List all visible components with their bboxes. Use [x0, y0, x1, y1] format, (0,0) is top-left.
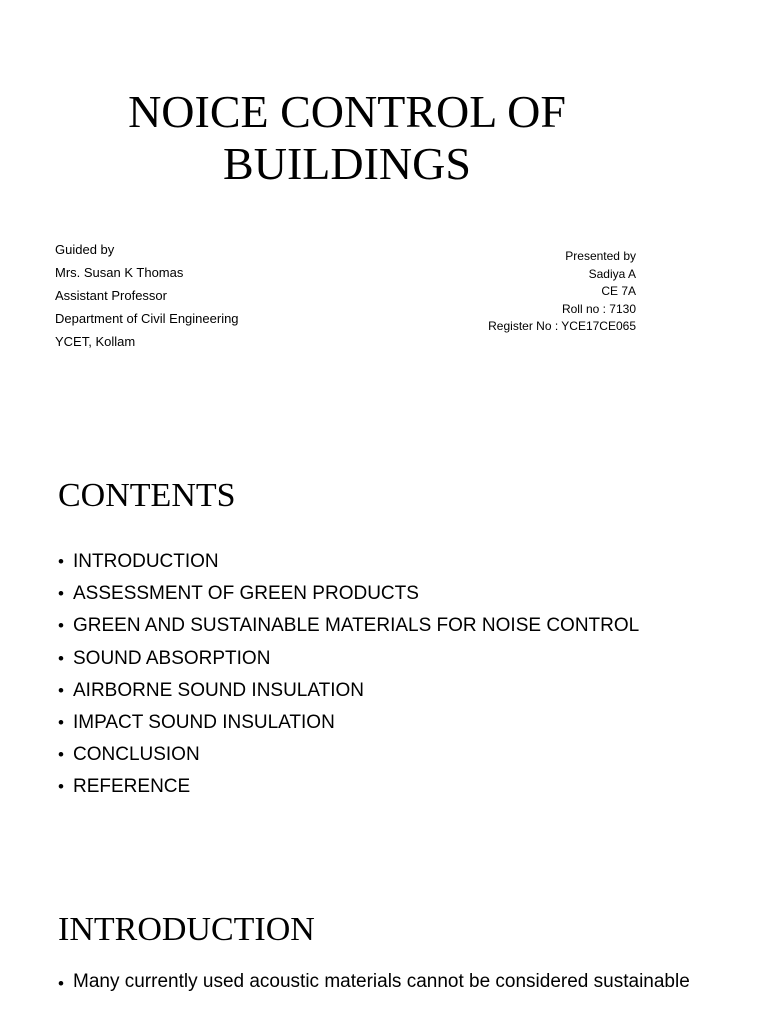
- guide-name: Mrs. Susan K Thomas: [55, 265, 184, 280]
- list-item: [58, 548, 639, 580]
- guide-department: Department of Civil Engineering: [55, 311, 239, 326]
- bullet-icon: •: [58, 777, 64, 797]
- contents-list: [58, 548, 639, 806]
- contents-heading: CONTENTS: [58, 477, 236, 514]
- presenter-class: CE 7A: [601, 284, 636, 298]
- bullet-icon: •: [58, 616, 64, 636]
- list-item: [58, 773, 639, 805]
- bullet-icon: •: [58, 974, 64, 993]
- presenter-roll-no: Roll no : 7130: [561, 301, 636, 316]
- contents-slide: [0, 440, 768, 840]
- presenter-info: [488, 248, 636, 336]
- presenter-label: Presented by: [565, 249, 636, 263]
- list-item: [58, 645, 639, 677]
- list-item-text: CONCLUSION: [73, 744, 200, 766]
- list-item-text: REFERENCE: [73, 776, 191, 798]
- title-line-1: NOICE CONTROL OF: [128, 86, 566, 137]
- list-item-text: AIRBORNE SOUND INSULATION: [73, 679, 365, 701]
- bullet-icon: •: [58, 680, 64, 700]
- guide-info: [55, 238, 239, 353]
- list-item-text: GREEN AND SUSTAINABLE MATERIALS FOR NOISE CONTROL: [73, 615, 640, 637]
- presenter-name: Sadiya A: [588, 266, 636, 281]
- list-item-text: IMPACT SOUND INSULATION: [73, 711, 335, 733]
- bullet-icon: •: [58, 712, 64, 732]
- list-item-text: Many currently used acoustic materials cannot be considered sustainable: [73, 971, 690, 992]
- introduction-slide: [0, 870, 768, 1024]
- presenter-register-no: Register No : YCE17CE065: [488, 319, 636, 333]
- title-line-2: BUILDINGS: [223, 138, 471, 189]
- list-item-text: ASSESSMENT OF GREEN PRODUCTS: [73, 583, 419, 605]
- bullet-icon: •: [58, 648, 64, 668]
- list-item-text: SOUND ABSORPTION: [73, 647, 271, 669]
- list-item: [58, 741, 639, 773]
- guide-college: YCET, Kollam: [55, 334, 136, 349]
- guide-label: Guided by: [55, 242, 115, 257]
- introduction-list: [58, 970, 698, 994]
- bullet-icon: •: [58, 552, 64, 571]
- title-slide: [0, 0, 768, 420]
- bullet-icon: •: [58, 584, 64, 604]
- introduction-heading: INTRODUCTION: [58, 911, 315, 948]
- list-item: [58, 970, 698, 994]
- guide-designation: Assistant Professor: [55, 288, 167, 303]
- list-item: [58, 580, 639, 612]
- bullet-icon: •: [58, 745, 64, 765]
- list-item: [58, 709, 639, 741]
- list-item: [58, 677, 639, 709]
- presentation-title: [0, 86, 694, 190]
- list-item: [58, 612, 639, 644]
- list-item-text: INTRODUCTION: [73, 551, 219, 572]
